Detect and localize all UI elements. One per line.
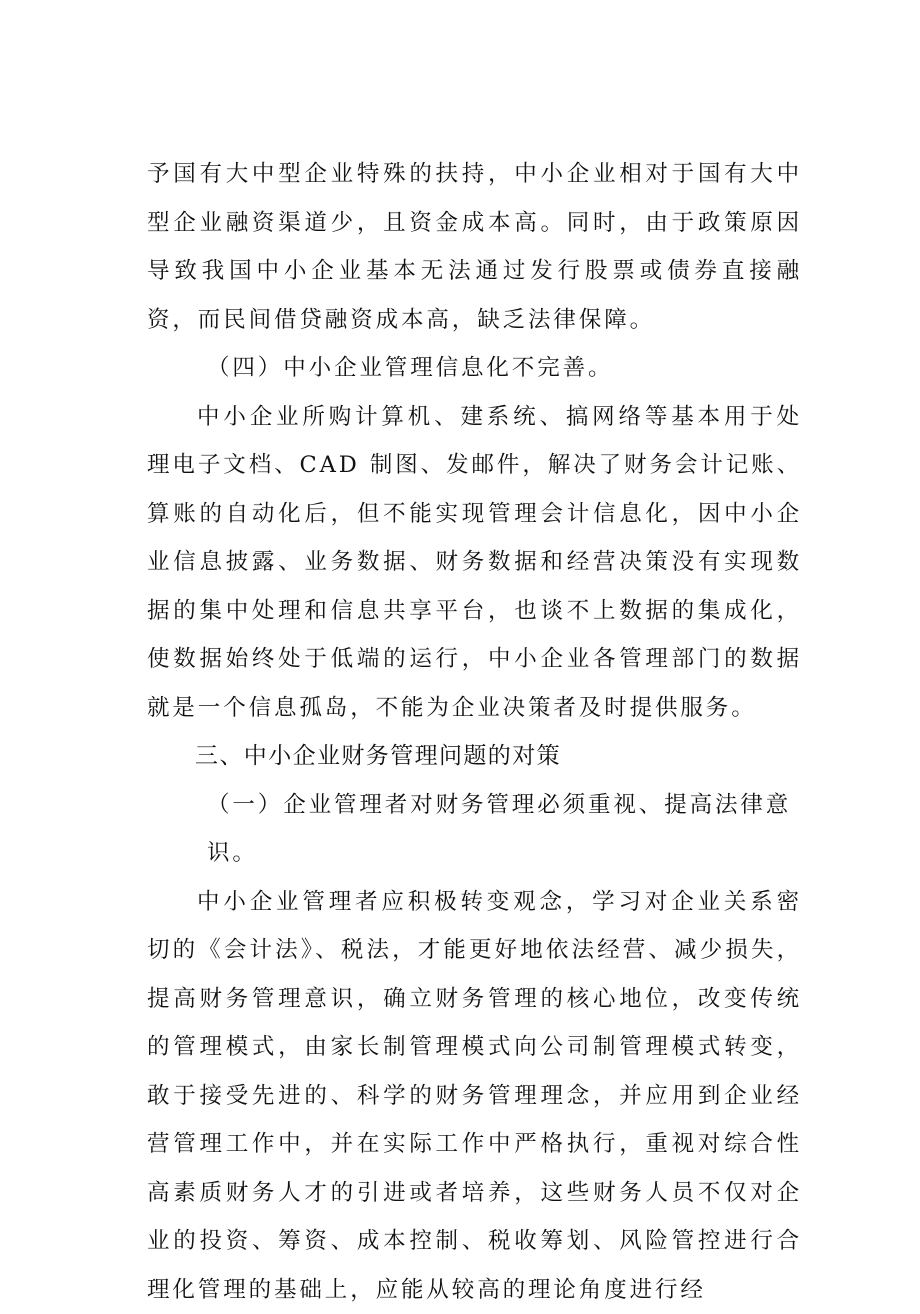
subheading-information-management: （四）中小企业管理信息化不完善。 bbox=[147, 344, 802, 393]
paragraph-information-management: 中小企业所购计算机、建系统、搞网络等基本用于处理电子文档、CAD 制图、发邮件，解决了财务会计记账、算账的自动化后，但不能实现管理会计信息化，因中小企业信息披露、业务数据、财务数据和经营决策没有实现数据的集中处理和信息共享平台，也谈不上数据的集成化，使数据始终处于低端的运行，中小企业各管理部门的数据就是一个信息孤岛，不能为企业决策者及时提供服务。 bbox=[147, 393, 802, 733]
subheading-legal-awareness: （一）企业管理者对财务管理必须重视、提高法律意识。 bbox=[147, 781, 802, 878]
paragraph-legal-awareness: 中小企业管理者应积极转变观念，学习对企业关系密切的《会计法》、税法，才能更好地依法经营、减少损失，提高财务管理意识，确立财务管理的核心地位，改变传统的管理模式，由家长制管理模式向公司制管理模式转变，敢于接受先进的、科学的财务管理理念，并应用到企业经营管理工作中，并在实际工作中严格执行，重视对综合性高素质财务人才的引进或者培养，这些财务人员不仅对企业的投资、筹资、成本控制、税收筹划、风险管控进行合理化管理的基础上，应能从较高的理论角度进行经 bbox=[147, 878, 802, 1314]
paragraph-financing-continuation: 予国有大中型企业特殊的扶持，中小企业相对于国有大中型企业融资渠道少，且资金成本高。同时，由于政策原因导致我国中小企业基本无法通过发行股票或债券直接融资，而民间借贷融资成本高，缺乏法律保障。 bbox=[147, 150, 802, 344]
document-body bbox=[147, 150, 802, 1314]
section-heading-countermeasures: 三、中小企业财务管理问题的对策 bbox=[147, 732, 802, 781]
